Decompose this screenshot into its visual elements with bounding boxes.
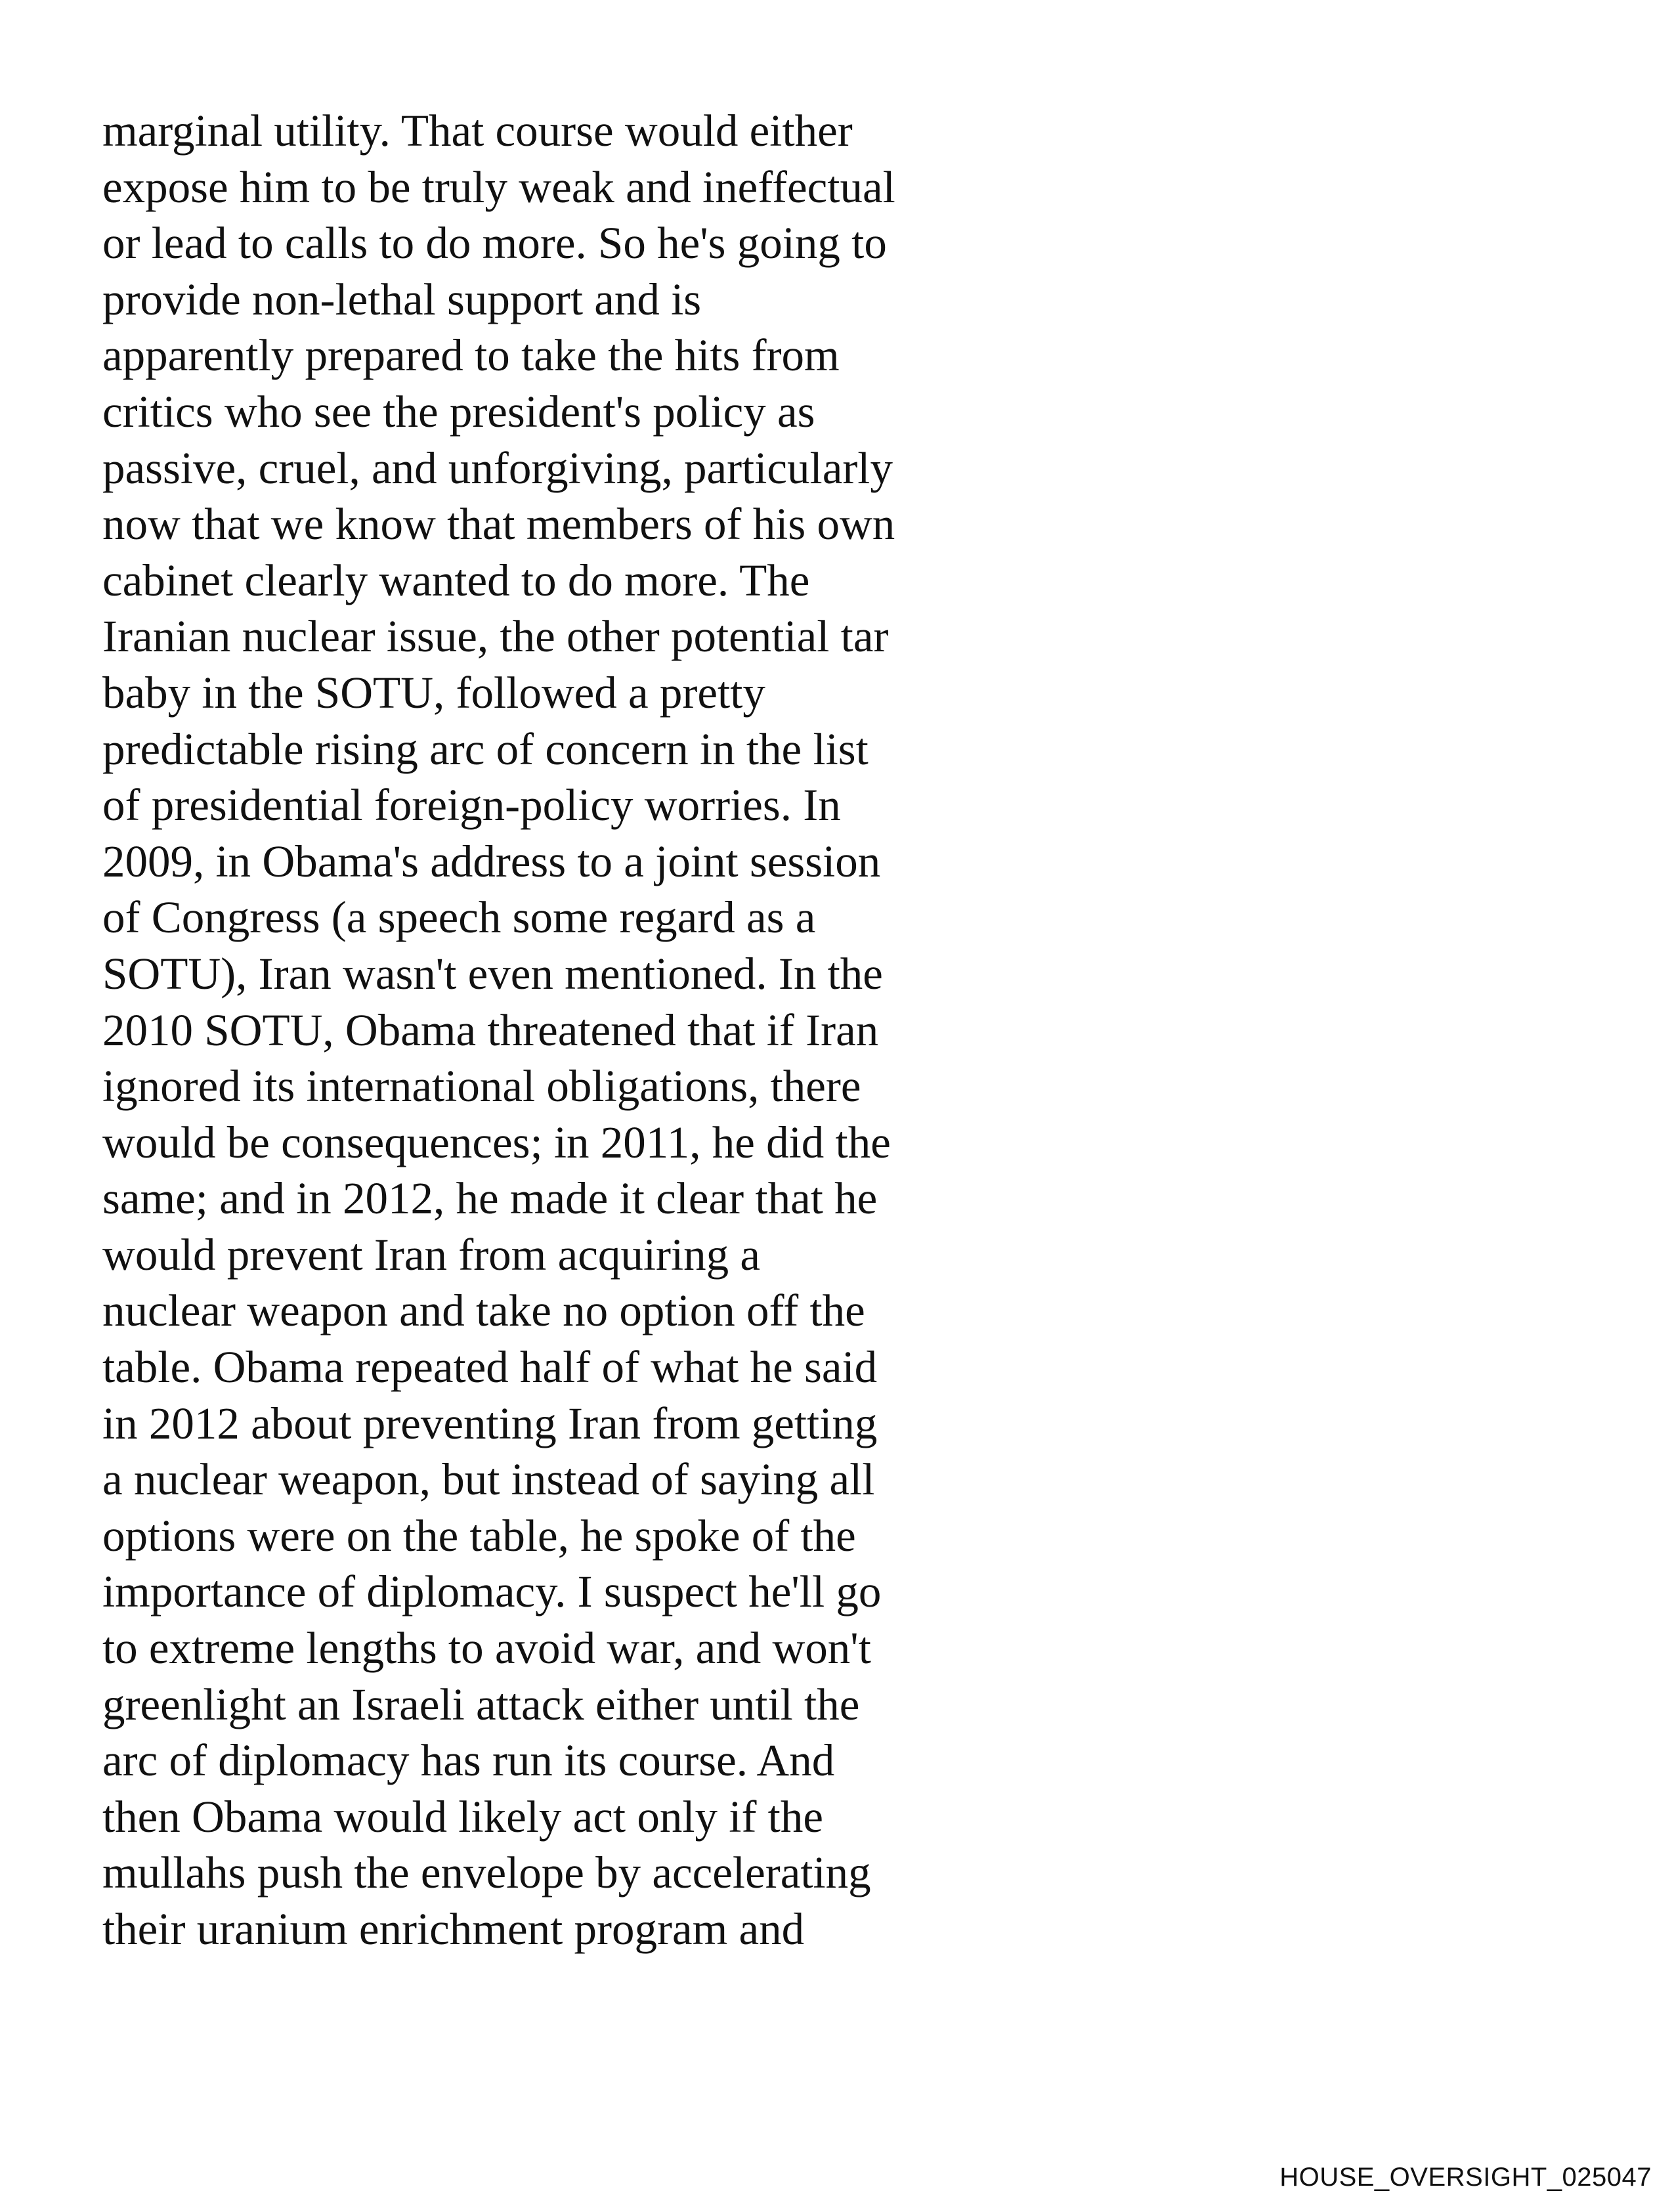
text-line: in 2012 about preventing Iran from getting [102, 1398, 878, 1448]
text-line: cabinet clearly wanted to do more. The [102, 555, 810, 605]
text-line: apparently prepared to take the hits from [102, 330, 840, 381]
text-line: to extreme lengths to avoid war, and won't [102, 1623, 871, 1674]
text-line: arc of diplomacy has run its course. And [102, 1735, 835, 1786]
text-line: their uranium enrichment program and [102, 1904, 805, 1954]
text-line: passive, cruel, and unforgiving, particularly [102, 443, 893, 493]
text-line: then Obama would likely act only if the [102, 1791, 823, 1842]
text-line: same; and in 2012, he made it clear that he [102, 1173, 878, 1224]
document-id-stamp: HOUSE_OVERSIGHT_025047 [1279, 2163, 1652, 2192]
text-line: table. Obama repeated half of what he said [102, 1342, 878, 1393]
text-line: provide non-lethal support and is [102, 274, 702, 324]
text-line: or lead to calls to do more. So he's going to [102, 218, 887, 269]
text-line: baby in the SOTU, followed a pretty [102, 667, 765, 718]
text-line: expose him to be truly weak and ineffectual [102, 162, 895, 212]
text-line: predictable rising arc of concern in the list [102, 724, 869, 774]
text-line: of presidential foreign-policy worries. In [102, 780, 841, 831]
text-line: mullahs push the envelope by accelerating [102, 1848, 871, 1898]
text-line: importance of diplomacy. I suspect he'll go [102, 1567, 882, 1617]
text-line: now that we know that members of his own [102, 499, 895, 550]
text-line: options were on the table, he spoke of the [102, 1510, 856, 1561]
text-line: ignored its international obligations, there [102, 1061, 861, 1112]
text-line: of Congress (a speech some regard as a [102, 892, 816, 943]
text-line: marginal utility. That course would either [102, 106, 853, 156]
text-line: critics who see the president's policy as [102, 386, 815, 437]
body-text [102, 103, 1021, 1958]
text-line: 2010 SOTU, Obama threatened that if Iran [102, 1005, 879, 1055]
text-line: nuclear weapon and take no option off the [102, 1286, 865, 1336]
text-line: a nuclear weapon, but instead of saying all [102, 1454, 875, 1505]
text-line: greenlight an Israeli attack either until the [102, 1679, 860, 1729]
text-line: would prevent Iran from acquiring a [102, 1229, 761, 1280]
text-line: SOTU), Iran wasn't even mentioned. In the [102, 948, 883, 999]
text-line: Iranian nuclear issue, the other potential tar [102, 611, 889, 662]
text-line: would be consequences; in 2011, he did the [102, 1117, 891, 1167]
text-line: 2009, in Obama's address to a joint session [102, 836, 881, 886]
